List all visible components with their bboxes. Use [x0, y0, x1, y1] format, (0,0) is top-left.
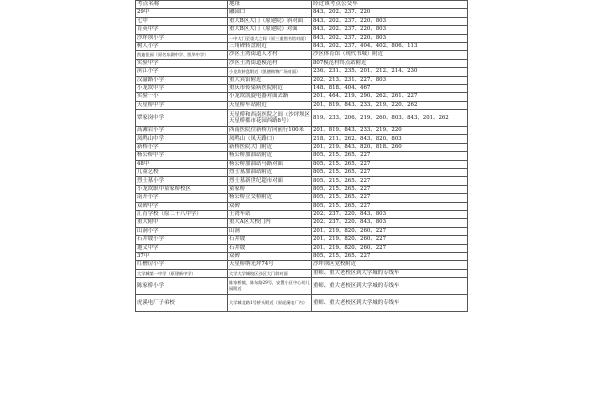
site-name: 新桥小学 [136, 143, 228, 151]
site-address: 烈士墓加油站附近 [228, 169, 312, 177]
table-row [136, 194, 468, 202]
site-bus-lines: 805、215、265、227 [312, 160, 468, 168]
site-address: 石井坡 [228, 244, 312, 252]
site-address: 重大B区大门（原建院）对面 [228, 26, 312, 34]
site-name: 实验一小 [136, 93, 228, 101]
site-address: 天星桥和西南医院之间（沙坪坝区天星桥都市花园西路8号） [228, 110, 312, 127]
site-address: 重大B区大门（原建院）斜对面 [228, 17, 312, 25]
site-address: 土湾车站 [228, 210, 312, 218]
site-address: 杨公桥加油站马路对面 [228, 160, 312, 168]
table-row [136, 244, 468, 252]
site-bus-lines: 201、819、843、233、219、220、262 [312, 101, 468, 109]
site-bus-lines: 805、215、265、227 [312, 177, 468, 185]
site-bus-lines: 202、213、231、227、803 [312, 76, 468, 84]
header-bus-lines: 经过该考点公交车 [312, 1, 468, 9]
site-name: 滨江小学 [136, 68, 228, 76]
site-bus-lines: 201、219、843、820、818、260 [312, 143, 468, 151]
site-address: 三角碑转盘附近 [228, 42, 312, 50]
table-row [136, 9, 468, 17]
site-name: 凯迪佳园（原名东湖中学、凯华中学） [136, 51, 228, 59]
exam-site-table [135, 0, 468, 312]
site-address: 西南医院往新桥方向前行100米 [228, 127, 312, 135]
table-row [136, 51, 468, 59]
site-address: 融园口 [228, 9, 312, 17]
table-row [136, 127, 468, 135]
site-name: 大学城第一中学（原建新中学） [136, 269, 228, 277]
site-bus-lines: 805、215、265、227 [312, 202, 468, 210]
site-bus-lines: 201、464、219、290、262、261、227 [312, 93, 468, 101]
table-row [136, 169, 468, 177]
site-address: 双碑 [228, 202, 312, 210]
site-bus-lines: 805、215、265、227 [312, 169, 468, 177]
site-name: 重大附中 [136, 219, 228, 227]
site-name: 小龙坎职中童家桥校区 [136, 185, 228, 193]
site-name: 凤鸣山中学 [136, 135, 228, 143]
site-address: 小龙坎转盘附近（凯德购物广场对面） [228, 68, 312, 76]
site-bus-lines: 236、231、235、201、212、214、230 [312, 68, 468, 76]
site-name: 七中 [136, 17, 228, 25]
site-bus-lines: 201、819、843、233、219、220 [312, 127, 468, 135]
site-bus-lines: 843、202、237、220 [312, 9, 468, 17]
site-bus-lines: 843、202、237、220、803 [312, 34, 468, 42]
site-name: 遵义中学 [136, 244, 228, 252]
site-address: 童家桥 [228, 185, 312, 193]
site-bus-lines: 218、211、262、843、820、803 [312, 135, 468, 143]
table-row [136, 252, 468, 260]
site-name: 沙坪坝小学 [136, 34, 228, 42]
site-address: 山洞 [228, 227, 312, 235]
table-row [136, 210, 468, 218]
site-bus-lines: 148、818、404、467 [312, 84, 468, 92]
table-row [136, 295, 468, 312]
table-row [136, 84, 468, 92]
site-name: 儿童艺校 [136, 169, 228, 177]
site-address: 凤鸣山（凤天路口） [228, 135, 312, 143]
site-address: 陈家桥镇，陈东路29号，安置小区中心幼儿园附近 [228, 278, 312, 295]
site-address: 重庆市传染病医院附近 [228, 84, 312, 92]
site-address: 杨公桥立交桥附近 [228, 194, 312, 202]
table-row [136, 68, 468, 76]
table-row [136, 202, 468, 210]
site-address: 沙区土湾街道人才村 [228, 51, 312, 59]
site-name: 红槽房小学 [136, 261, 228, 269]
site-name: 汉渝路小学 [136, 76, 228, 84]
site-name: 树人小学 [136, 42, 228, 50]
table-row [136, 101, 468, 109]
site-bus-lines: 202、237、220、843、803 [312, 219, 468, 227]
site-name: 小龙坎中学 [136, 84, 228, 92]
table-row [136, 177, 468, 185]
table-row [136, 135, 468, 143]
table-row [136, 185, 468, 193]
table-row [136, 110, 468, 127]
site-address: 天星桥车站附近 [228, 101, 312, 109]
site-name: 山洞小学 [136, 227, 228, 235]
table-row [136, 17, 468, 25]
table-row [136, 236, 468, 244]
site-bus-lines: 805、215、265、227 [312, 185, 468, 193]
site-address: 大学大学城校区沙区大门斜对面 [228, 269, 312, 277]
site-address: 小龙坎凯旋电器对面去路 [228, 93, 312, 101]
site-name: 虎溪电厂子弟校 [136, 295, 228, 312]
site-name: 石井坡小学 [136, 236, 228, 244]
table-row [136, 143, 468, 151]
site-bus-lines: 重师、重大老校区到大学城的专线车 [312, 278, 468, 295]
site-bus-lines: 843、202、237、220、803 [312, 17, 468, 25]
site-bus-lines: 重师、重大老校区到大学城的专线车 [312, 269, 468, 277]
site-address: 沙区土湾街道模范村 [228, 59, 312, 67]
site-address: 一中大门至重大之间（原三重图书馆对面） [228, 34, 312, 42]
site-address: 重大宾馆附近 [228, 76, 312, 84]
site-bus-lines: 重师、重大老校区到大学城的专线车 [312, 295, 468, 312]
header-site-name: 考点名称 [136, 1, 228, 9]
table-row [136, 219, 468, 227]
site-bus-lines: 805、215、265、227 [312, 194, 468, 202]
site-name: 双碑中学 [136, 202, 228, 210]
site-bus-lines: 805、215、265、227 [312, 152, 468, 160]
site-name: 陈家桥小学 [136, 278, 228, 295]
table-row [136, 227, 468, 235]
table-row [136, 269, 468, 277]
site-bus-lines: 202、237、220、843、803 [312, 210, 468, 218]
site-bus-lines: 201、219、820、260、227 [312, 244, 468, 252]
site-name: 杨公桥中学 [136, 152, 228, 160]
table-row [136, 34, 468, 42]
site-bus-lines: 819、233、206、219、260、803、843、201、262 [312, 110, 468, 127]
site-address: 杨公桥加油站附近 [228, 152, 312, 160]
site-name: 天星桥中学 [136, 101, 228, 109]
site-address: 石井坡 [228, 236, 312, 244]
table-row [136, 261, 468, 269]
table-header-row [136, 1, 468, 9]
site-name: 汇育学校（原二十八中学） [136, 210, 228, 218]
site-name: 烈士墓小学 [136, 177, 228, 185]
site-address: 大学城北路1号桥头附近（原虎溪电厂内） [228, 295, 312, 312]
table-row [136, 59, 468, 67]
table-row [136, 93, 468, 101]
site-bus-lines: 201、219、820、260、227 [312, 236, 468, 244]
header-address: 地址 [228, 1, 312, 9]
table-row [136, 26, 468, 34]
site-name: 高滩岩小学 [136, 127, 228, 135]
site-name: 29中 [136, 9, 228, 17]
site-bus-lines: 沙区体育馆（现代书城）附近 [312, 51, 468, 59]
site-address: 新桥医院大门附近 [228, 143, 312, 151]
exam-site-sheet [135, 0, 467, 400]
table-body [136, 1, 468, 312]
table-row [136, 278, 468, 295]
site-name: 48中 [136, 160, 228, 168]
site-name: 覃家岗中学 [136, 110, 228, 127]
site-bus-lines: 201、219、820、260、227 [312, 227, 468, 235]
site-bus-lines: 843、202、237、220、803 [312, 26, 468, 34]
table-row [136, 160, 468, 168]
site-bus-lines: 沙坪坝区党校附近 [312, 261, 468, 269]
table-row [136, 76, 468, 84]
site-address: 天星桥纳光坪74号 [228, 261, 312, 269]
site-address: 双碑 [228, 252, 312, 260]
site-bus-lines: 805、215、265、227 [312, 252, 468, 260]
site-name: 南开小学 [136, 194, 228, 202]
site-address: 重大A区大校门内 [228, 219, 312, 227]
table-row [136, 42, 468, 50]
site-name: 37中 [136, 252, 228, 260]
site-address: 烈士墓新世纪超市对面 [228, 177, 312, 185]
table-row [136, 152, 468, 160]
site-bus-lines: 843、202、237、404、402、806、113 [312, 42, 468, 50]
site-bus-lines: 807模范村终点站附近 [312, 59, 468, 67]
site-name: 育英中学 [136, 26, 228, 34]
site-name: 实验中学 [136, 59, 228, 67]
